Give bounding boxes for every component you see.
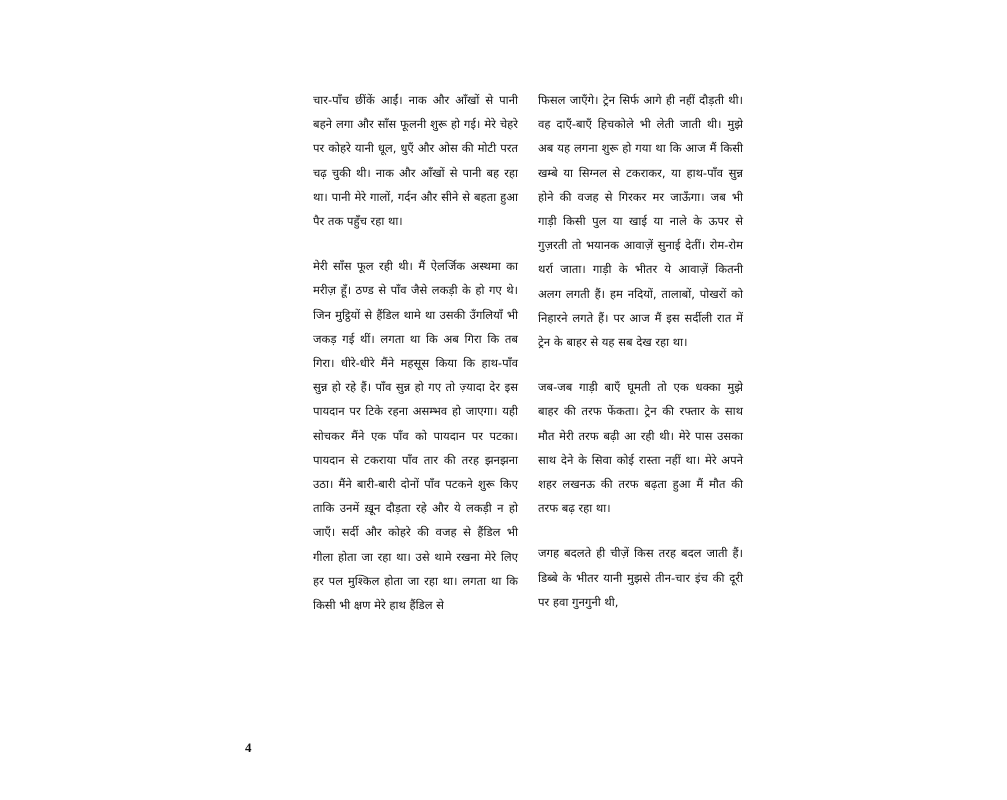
- paragraph: जगह बदलते ही चीज़ें किस तरह बदल जाती हैं। डिब्बे के भीतर यानी मुझसे तीन-चार इंच की दूरी पर हवा गुनगुनी थी,: [538, 546, 743, 609]
- page-number: 4: [245, 740, 252, 755]
- paragraph: जब-जब गाड़ी बाएँ घूमती तो एक धक्का मुझे बाहर की तरफ फेंकता। ट्रेन की रफ्तार के साथ मौत मेरी तरफ बढ़ी आ रही थी। मेरे पास उसका साथ देने के सिवा कोई रास्ता नहीं था। मेरे अपने शहर लखनऊ की तरफ बढ़ता हुआ मैं मौत की तरफ बढ़ रहा था।: [538, 380, 743, 516]
- paragraph: मेरी साँस फूल रही थी। मैं ऐलर्जिक अस्थमा का मरीज़ हूँ। ठण्ड से पाँव जैसे लकड़ी के हो गए थे। जिन मुट्ठियों से हैंडिल थामे था उसकी उँगलियाँ भी जकड़ गई थीं। लगता था कि अब गिरा कि तब गिरा। धीरे-धीरे मैंने महसूस किया कि हाथ-पाँव सुन्न हो रहे हैं। पाँव सुन्न हो गए तो ज़्यादा देर इस पायदान पर टिके रहना असम्भव हो जाएगा। यही सोचकर मैंने एक पाँव को पायदान पर पटका। पायदान से टकराया पाँव तार की तरह झनझना उठा। मैंने बारी-बारी दोनों पाँव पटकने शुरू किए ताकि उनमें ख़ून दौड़ता रहे और ये लकड़ी न हो जाएँ। सर्दी और कोहरे की वजह से हैंडिल भी गीला होता जा रहा था। उसे थामे रखना मेरे लिए हर पल मुश्किल होता जा रहा था। लगता था कि किसी भी क्षण मेरे हाथ हैंडिल से: [313, 259, 518, 613]
- left-text-column: [313, 88, 518, 638]
- paragraph: फिसल जाएँगे। ट्रेन सिर्फ आगे ही नहीं दौड़ती थी। वह दाएँ-बाएँ हिचकोले भी लेती जाती थी। मुझे अब यह लगना शुरू हो गया था कि आज मैं किसी खम्बे या सिग्नल से टकराकर, या हाथ-पाँव सुन्न होने की वजह से गिरकर मर जाऊँगा। जब भी गाड़ी किसी पुल या खाई या नाले के ऊपर से गुज़रती तो भयानक आवाज़ें सुनाई देतीं। रोम-रोम थर्रा जाता। गाड़ी के भीतर ये आवाज़ें कितनी अलग लगती हैं। हम नदियों, तालाबों, पोखरों को निहारने लगते हैं। पर आज मैं इस सर्दीली रात में ट्रेन के बाहर से यह सब देख रहा था।: [538, 93, 743, 350]
- right-text-column: [538, 88, 743, 635]
- paragraph: चार-पाँच छींकें आईं। नाक और आँखों से पानी बहने लगा और साँस फूलनी शुरू हो गई। मेरे चेहरे पर कोहरे यानी धूल, धुएँ और ओस की मोटी परत चढ़ चुकी थी। नाक और आँखों से पानी बह रहा था। पानी मेरे गालों, गर्दन और सीने से बहता हुआ पैर तक पहुँच रहा था।: [313, 93, 518, 229]
